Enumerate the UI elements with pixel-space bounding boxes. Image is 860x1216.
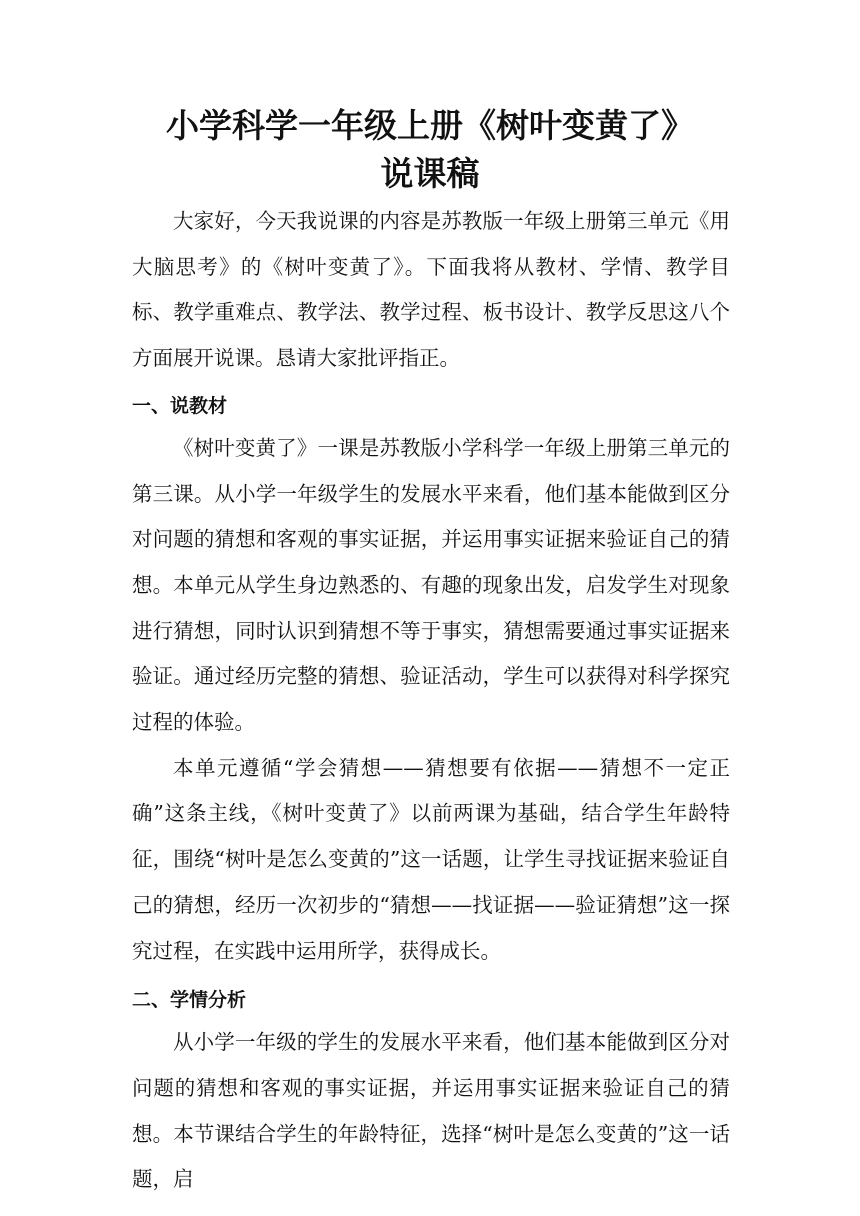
document-subtitle: 说课稿 xyxy=(380,154,480,193)
section-2-paragraph-1: 从小学一年级的学生的发展水平来看，他们基本能做到区分对问题的猜想和客观的事实证据，并运用事实证据来验证自己的猜想。本节课结合学生的年龄特征，选择“树叶是怎么变黄的”这一话题，启 xyxy=(132,1030,730,1192)
section-1-paragraph-2: 本单元遵循“学会猜想——猜想要有依据——猜想不一定正确”这条主线，《树叶变黄了》以前两课为基础，结合学生年龄特征，围绕“树叶是怎么变黄的”这一话题，让学生寻找证据来验证自己的猜想，经历一次初步的“猜想——找证据——验证猜想”这一探究过程，在实践中运用所学，获得成长。 xyxy=(132,755,730,963)
document-body xyxy=(132,199,730,1203)
section-1-paragraph-1: 《树叶变黄了》一课是苏教版小学科学一年级上册第三单元的第三课。从小学一年级学生的发展水平来看，他们基本能做到区分对问题的猜想和客观的事实证据，并运用事实证据来验证自己的猜想。本单元从学生身边熟悉的、有趣的现象出发，启发学生对现象进行猜想，同时认识到猜想不等于事实，猜想需要通过事实证据来验证。通过经历完整的猜想、验证活动，学生可以获得对科学探究过程的体验。 xyxy=(132,435,730,735)
section-heading-student-analysis: 二、学情分析 xyxy=(132,989,247,1012)
document-title: 小学科学一年级上册《树叶变黄了》 xyxy=(166,106,694,145)
section-heading-teaching-material: 一、说教材 xyxy=(132,394,228,417)
intro-paragraph: 大家好，今天我说课的内容是苏教版一年级上册第三单元《用大脑思考》的《树叶变黄了》。下面我将从教材、学情、教学目标、教学重难点、教学法、教学过程、板书设计、教学反思这八个方面展开说课。恳请大家批评指正。 xyxy=(132,209,730,371)
